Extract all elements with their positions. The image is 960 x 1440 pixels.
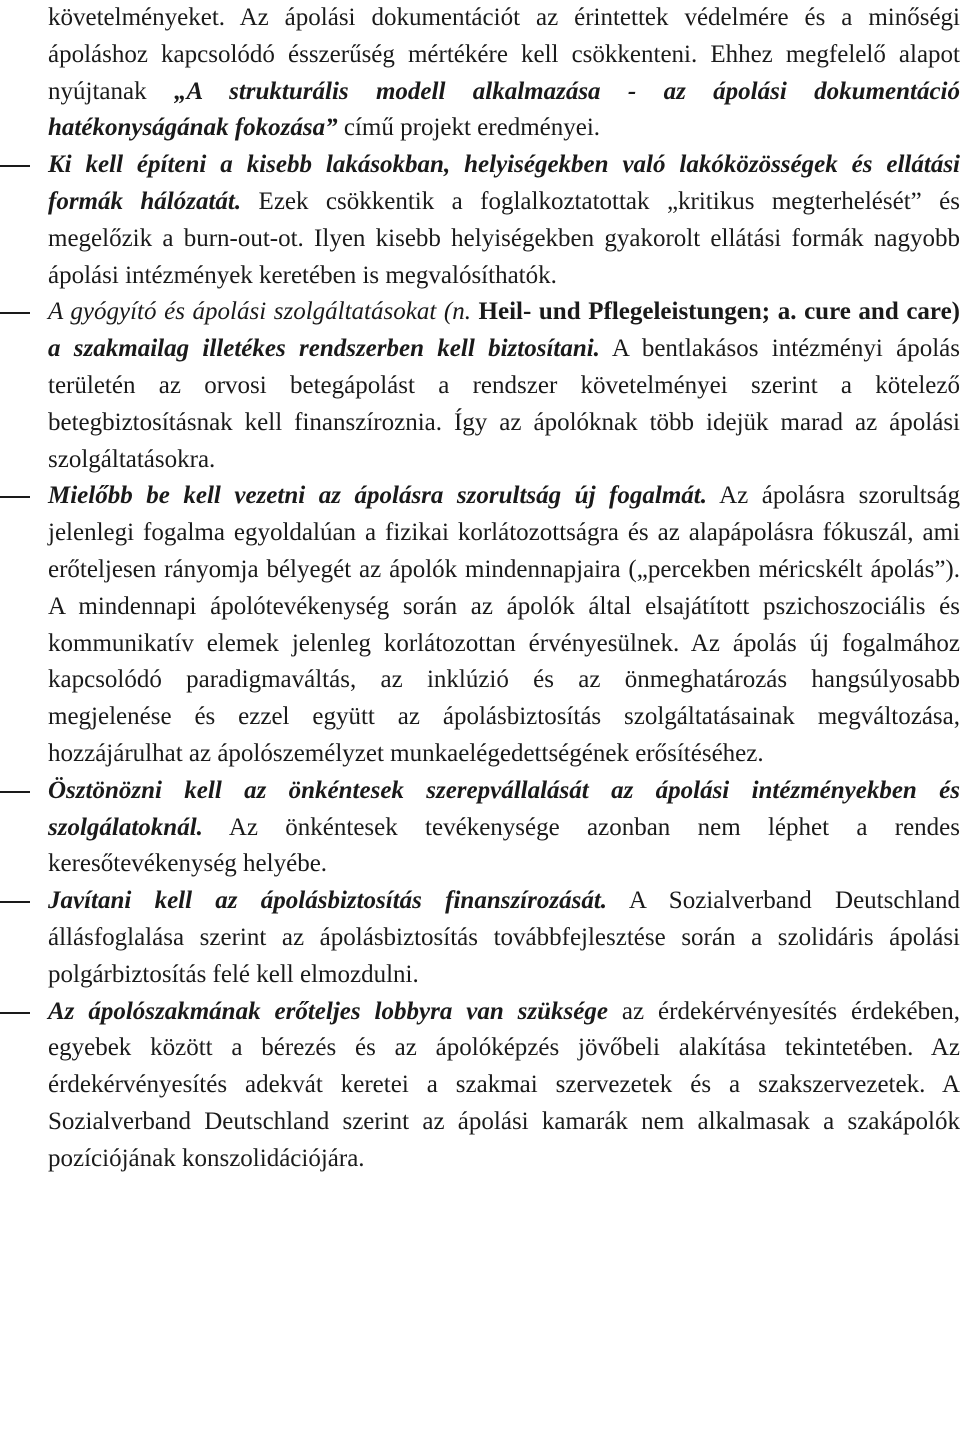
bullet-body: Az önkéntesek tevékenysége azonban nem léphet a rendes keresőtevékenység helyébe. [48,813,960,878]
intro-text-1: követelményeket. Az ápolási dokumentációt az érintettek védelmére és a minőségi ápoláshoz kapcsolódó ésszerűség mértékére kell csökkenteni. Ehhez megfelelő alapot nyújtanak [48,4,960,105]
bullet-body: az érdekérvényesítés érdekében, egyebek között a bérezés és az ápolóképzés jövőbeli alakítása tekintetében. Az érdekérvényesítés adekvát keretei a szakmai szervezetek és a szakszervezetek. A Sozialverband Deutschland szerint az ápolási kamarák nem alkalmasak a szakápolók pozíciójának konszolidációjára. [48,997,960,1172]
dash-bullet-icon [0,901,30,903]
dash-bullet-icon [0,165,30,167]
bullet-lead: Az ápolószakmának erőteljes lobbyra van szüksége [48,997,608,1025]
bullet-lead: Ki kell építeni a kisebb lakásokban, helyiségekben való lakóközösségek és ellátási formák hálózatát. [48,151,960,215]
dash-bullet-icon [0,791,30,793]
bullet-lead: Mielőbb be kell vezetni az ápolásra szorultság új fogalmát. [48,482,707,510]
bullet-item-2 [48,294,960,478]
bullet-body: A bentlakásos intézményi ápolás területén az orvosi betegápolást a rendszer követelményei szerint a kötelező betegbiztosításnak kell finanszíroznia. Így az ápolóknak több idejük marad az ápolási szolgáltatásokra. [48,335,960,473]
bullet-item-1 [48,147,960,294]
bullet-lead: Javítani kell az ápolásbiztosítás finanszírozását. [48,887,608,915]
bullet-lead-part-c: a szakmailag illetékes rendszerben kell biztosítani. [48,335,600,363]
dash-bullet-icon [0,1012,30,1014]
bullet-body: Ezek csökkentik a foglalkoztatottak „kritikus megterhelését” és megelőzik a burn-out-ot. Ilyen kisebb helyiségekben gyakorolt ellátási formák nagyobb ápolási intézmények keretében is megvalósíthatók. [48,187,960,289]
bullet-body: Az ápolásra szorultság jelenlegi fogalma egyoldalúan a fizikai korlátozottságra és az alapápolásra fókuszál, ami erőteljesen rányomja bélyegét az ápolók mindennapjaira („percekben méricskélt ápolás”). A mindennapi ápolótevékenység során az ápolók által elsajátított pszichoszociális és kommunikatív elemek jelenleg korlátozottan érvényesülnek. Az ápolás új fogalmához kapcsolódó paradigmaváltás, az inklúzió és az önmeghatározás hangsúlyosabb megjelenése és ezzel együtt az ápolásbiztosítás szolgáltatásainak megváltozása, hozzájárulhat az ápolószemélyzet munkaelégedettségének erősítéséhez. [48,482,960,767]
dash-bullet-icon [0,312,30,314]
intro-paragraph [48,0,960,147]
bullet-item-4 [48,773,960,883]
bullet-lead-part-a: A gyógyító és ápolási szolgáltatásokat (n. [48,298,479,326]
document-page [48,0,960,1178]
bullet-item-3 [48,478,960,772]
bullet-item-5 [48,883,960,993]
bullet-item-6 [48,994,960,1178]
project-title: „A strukturális modell alkalmazása - az ápolási dokumentáció hatékonyságának fokozása” [48,77,960,142]
bullet-lead: Ösztönözni kell az önkéntesek szerepvállalását az ápolási intézményekben és szolgálatoknál. [48,776,960,841]
dash-bullet-icon [0,496,30,498]
bullet-body: A Sozialverband Deutschland állásfoglalása szerint az ápolásbiztosítás továbbfejlesztése során a szolidáris ápolási polgárbiztosítás felé kell elmozdulni. [48,887,960,988]
bullet-lead-part-b: Heil- und Pflegeleistungen; a. cure and care) [478,298,960,326]
intro-text-2: című projekt eredményei. [337,114,601,142]
